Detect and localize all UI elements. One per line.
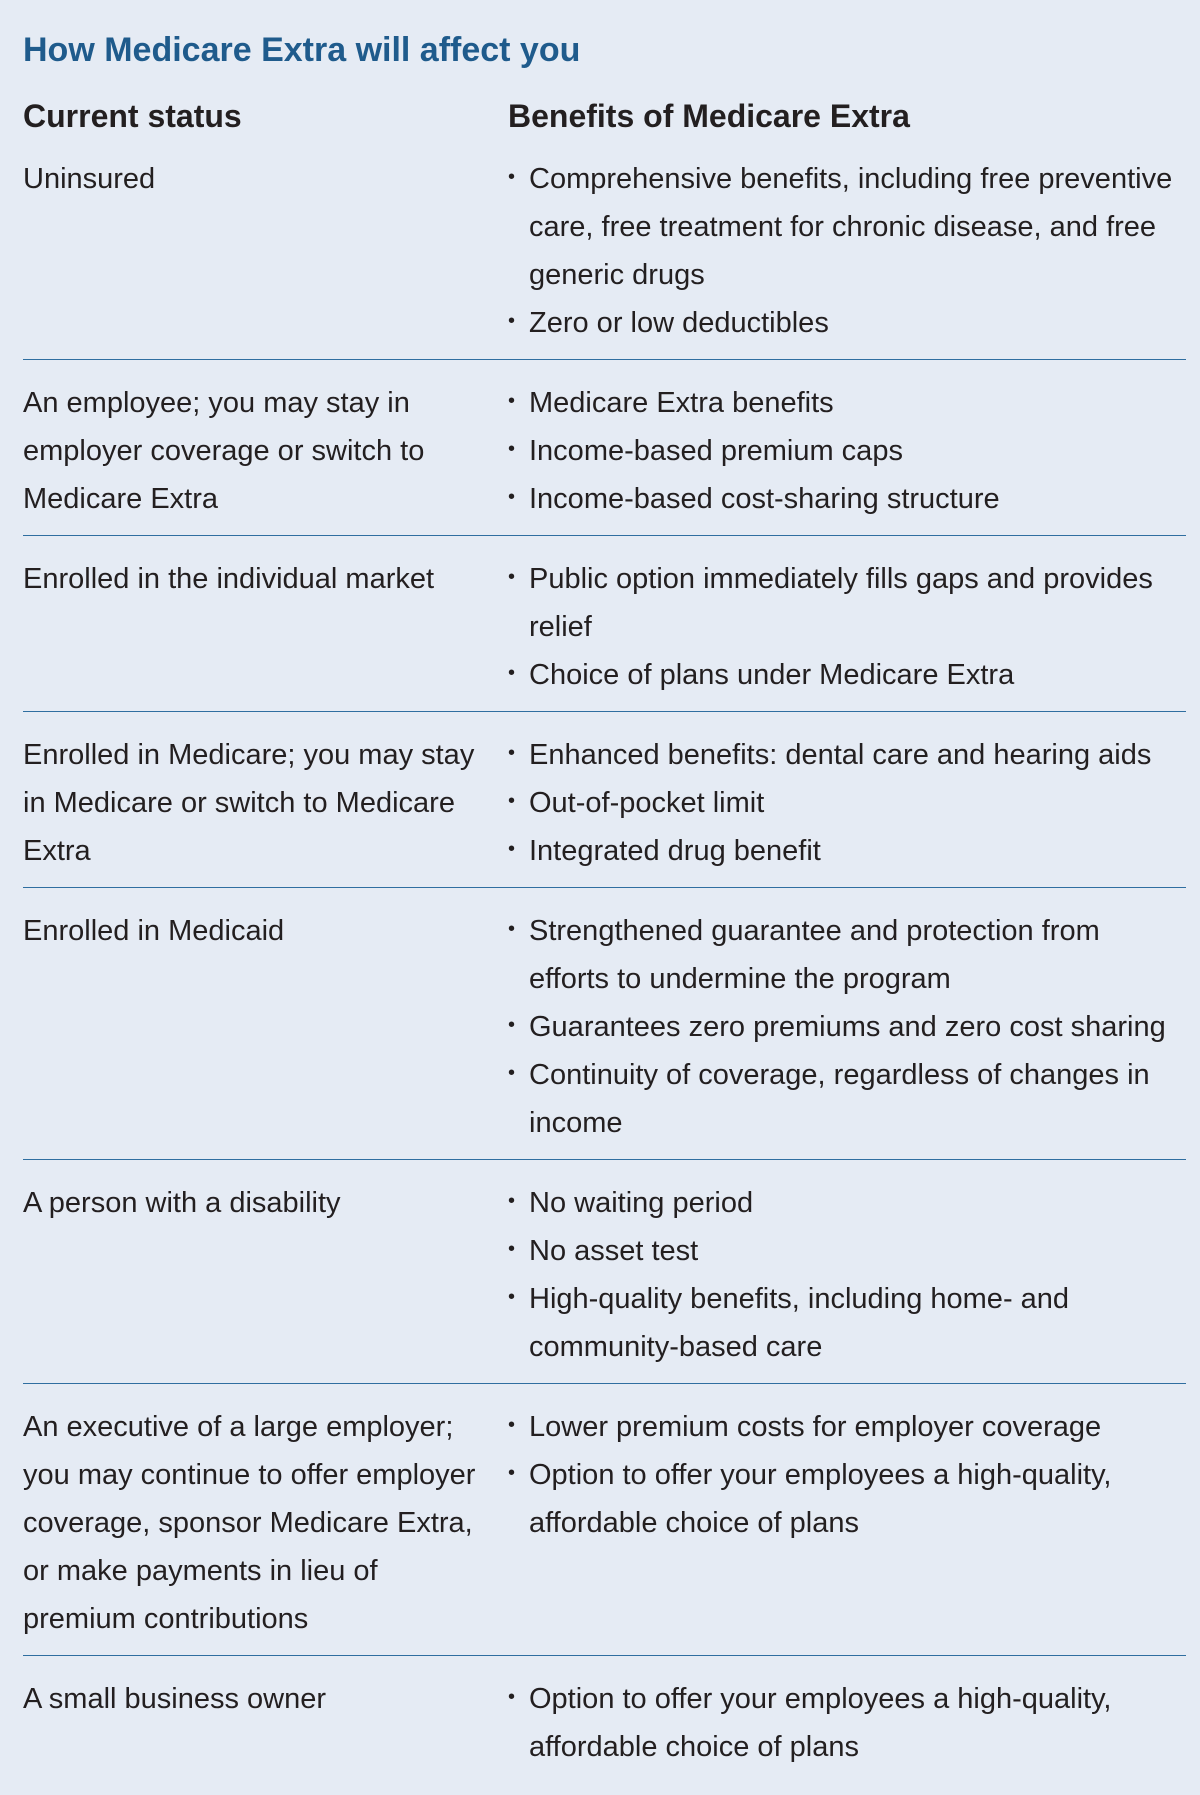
status-text: Uninsured <box>23 163 156 195</box>
bullet-icon: • <box>508 742 516 764</box>
table-row <box>23 1159 1186 1383</box>
benefit-text: Strengthened guarantee and protection from efforts to undermine the program <box>529 915 1100 995</box>
bullet-icon: • <box>508 918 516 940</box>
table-row <box>23 887 1186 1159</box>
benefit-item <box>508 651 1186 699</box>
comparison-table <box>23 155 1186 1795</box>
benefit-item <box>508 1403 1186 1451</box>
table-row <box>23 711 1186 887</box>
bullet-icon: • <box>508 790 516 812</box>
benefit-text: Income-based cost-sharing structure <box>529 483 1000 515</box>
status-cell <box>23 379 508 523</box>
benefit-text: Income-based premium caps <box>529 435 903 467</box>
status-text: A small business owner <box>23 1683 327 1715</box>
status-text: Enrolled in Medicaid <box>23 915 285 947</box>
current-status-header: Current status <box>23 98 242 134</box>
table-row <box>23 535 1186 711</box>
benefit-item <box>508 379 1186 427</box>
benefit-item <box>508 1227 1186 1275</box>
bullet-icon: • <box>508 390 516 412</box>
status-cell <box>23 155 508 347</box>
benefit-text: Option to offer your employees a high-quality, affordable choice of plans <box>529 1459 1112 1539</box>
table-row <box>23 1383 1186 1655</box>
table-header <box>23 94 1186 138</box>
benefit-text: Integrated drug benefit <box>529 835 821 867</box>
bullet-icon: • <box>508 166 516 188</box>
benefit-text: Public option immediately fills gaps and provides relief <box>529 563 1153 643</box>
benefit-list <box>508 907 1186 1147</box>
bullet-icon: • <box>508 566 516 588</box>
benefits-cell <box>508 155 1186 347</box>
bullet-icon: • <box>508 1190 516 1212</box>
bullet-icon: • <box>508 310 516 332</box>
benefits-cell <box>508 1179 1186 1371</box>
benefit-item <box>508 1003 1186 1051</box>
benefit-list <box>508 155 1186 347</box>
benefit-item <box>508 1451 1186 1547</box>
bullet-icon: • <box>508 1462 516 1484</box>
table-row <box>23 155 1186 359</box>
benefits-header: Benefits of Medicare Extra <box>508 98 910 134</box>
status-text: Enrolled in Medicare; you may stay in Medicare or switch to Medicare Extra <box>23 739 475 867</box>
bullet-icon: • <box>508 486 516 508</box>
benefit-item <box>508 827 1186 875</box>
benefit-item <box>508 555 1186 651</box>
benefit-text: No waiting period <box>529 1187 754 1219</box>
bullet-icon: • <box>508 1062 516 1084</box>
benefit-list <box>508 1675 1186 1771</box>
page-title: How Medicare Extra will affect you <box>23 31 581 69</box>
benefits-cell <box>508 907 1186 1147</box>
benefit-text: Medicare Extra benefits <box>529 387 834 419</box>
status-text: Enrolled in the individual market <box>23 563 435 595</box>
status-cell <box>23 1675 508 1771</box>
benefit-text: Choice of plans under Medicare Extra <box>529 659 1015 691</box>
bullet-icon: • <box>508 1686 516 1708</box>
benefits-cell <box>508 731 1186 875</box>
benefits-cell <box>508 1403 1186 1643</box>
bullet-icon: • <box>508 1414 516 1436</box>
benefit-list <box>508 731 1186 875</box>
benefits-cell <box>508 379 1186 523</box>
benefit-item <box>508 1179 1186 1227</box>
benefit-item <box>508 1051 1186 1147</box>
benefit-list <box>508 1403 1186 1547</box>
benefit-list <box>508 1179 1186 1371</box>
benefit-list <box>508 555 1186 699</box>
benefit-item <box>508 427 1186 475</box>
status-cell <box>23 1179 508 1371</box>
table-row <box>23 359 1186 535</box>
benefit-text: Comprehensive benefits, including free preventive care, free treatment for chronic disease, and free generic drugs <box>529 163 1173 291</box>
benefit-text: High-quality benefits, including home- and community-based care <box>529 1283 1070 1363</box>
benefit-item <box>508 779 1186 827</box>
benefits-cell <box>508 1675 1186 1771</box>
benefit-text: Guarantees zero premiums and zero cost sharing <box>529 1011 1166 1043</box>
benefits-cell <box>508 555 1186 699</box>
benefit-text: Continuity of coverage, regardless of changes in income <box>529 1059 1150 1139</box>
bullet-icon: • <box>508 1238 516 1260</box>
status-cell <box>23 1403 508 1643</box>
status-cell <box>23 731 508 875</box>
status-cell <box>23 555 508 699</box>
benefit-text: No asset test <box>529 1235 699 1267</box>
benefit-text: Zero or low deductibles <box>529 307 829 339</box>
benefit-item <box>508 299 1186 347</box>
benefit-item <box>508 1675 1186 1771</box>
benefit-item <box>508 1275 1186 1371</box>
benefit-item <box>508 907 1186 1003</box>
bullet-icon: • <box>508 1286 516 1308</box>
benefit-list <box>508 379 1186 523</box>
status-text: An executive of a large employer; you may continue to offer employer coverage, sponsor Medicare Extra, or make payments in lieu of premium contributions <box>23 1411 476 1635</box>
status-cell <box>23 907 508 1147</box>
benefit-item <box>508 731 1186 779</box>
bullet-icon: • <box>508 838 516 860</box>
bullet-icon: • <box>508 1014 516 1036</box>
benefit-item <box>508 475 1186 523</box>
benefit-text: Lower premium costs for employer coverage <box>529 1411 1102 1443</box>
benefit-text: Option to offer your employees a high-quality, affordable choice of plans <box>529 1683 1112 1763</box>
bullet-icon: • <box>508 438 516 460</box>
bullet-icon: • <box>508 662 516 684</box>
status-text: A person with a disability <box>23 1187 341 1219</box>
benefit-text: Enhanced benefits: dental care and hearing aids <box>529 739 1152 771</box>
table-row <box>23 1655 1186 1795</box>
status-text: An employee; you may stay in employer coverage or switch to Medicare Extra <box>23 387 425 515</box>
benefit-text: Out-of-pocket limit <box>529 787 765 819</box>
benefit-item <box>508 155 1186 299</box>
